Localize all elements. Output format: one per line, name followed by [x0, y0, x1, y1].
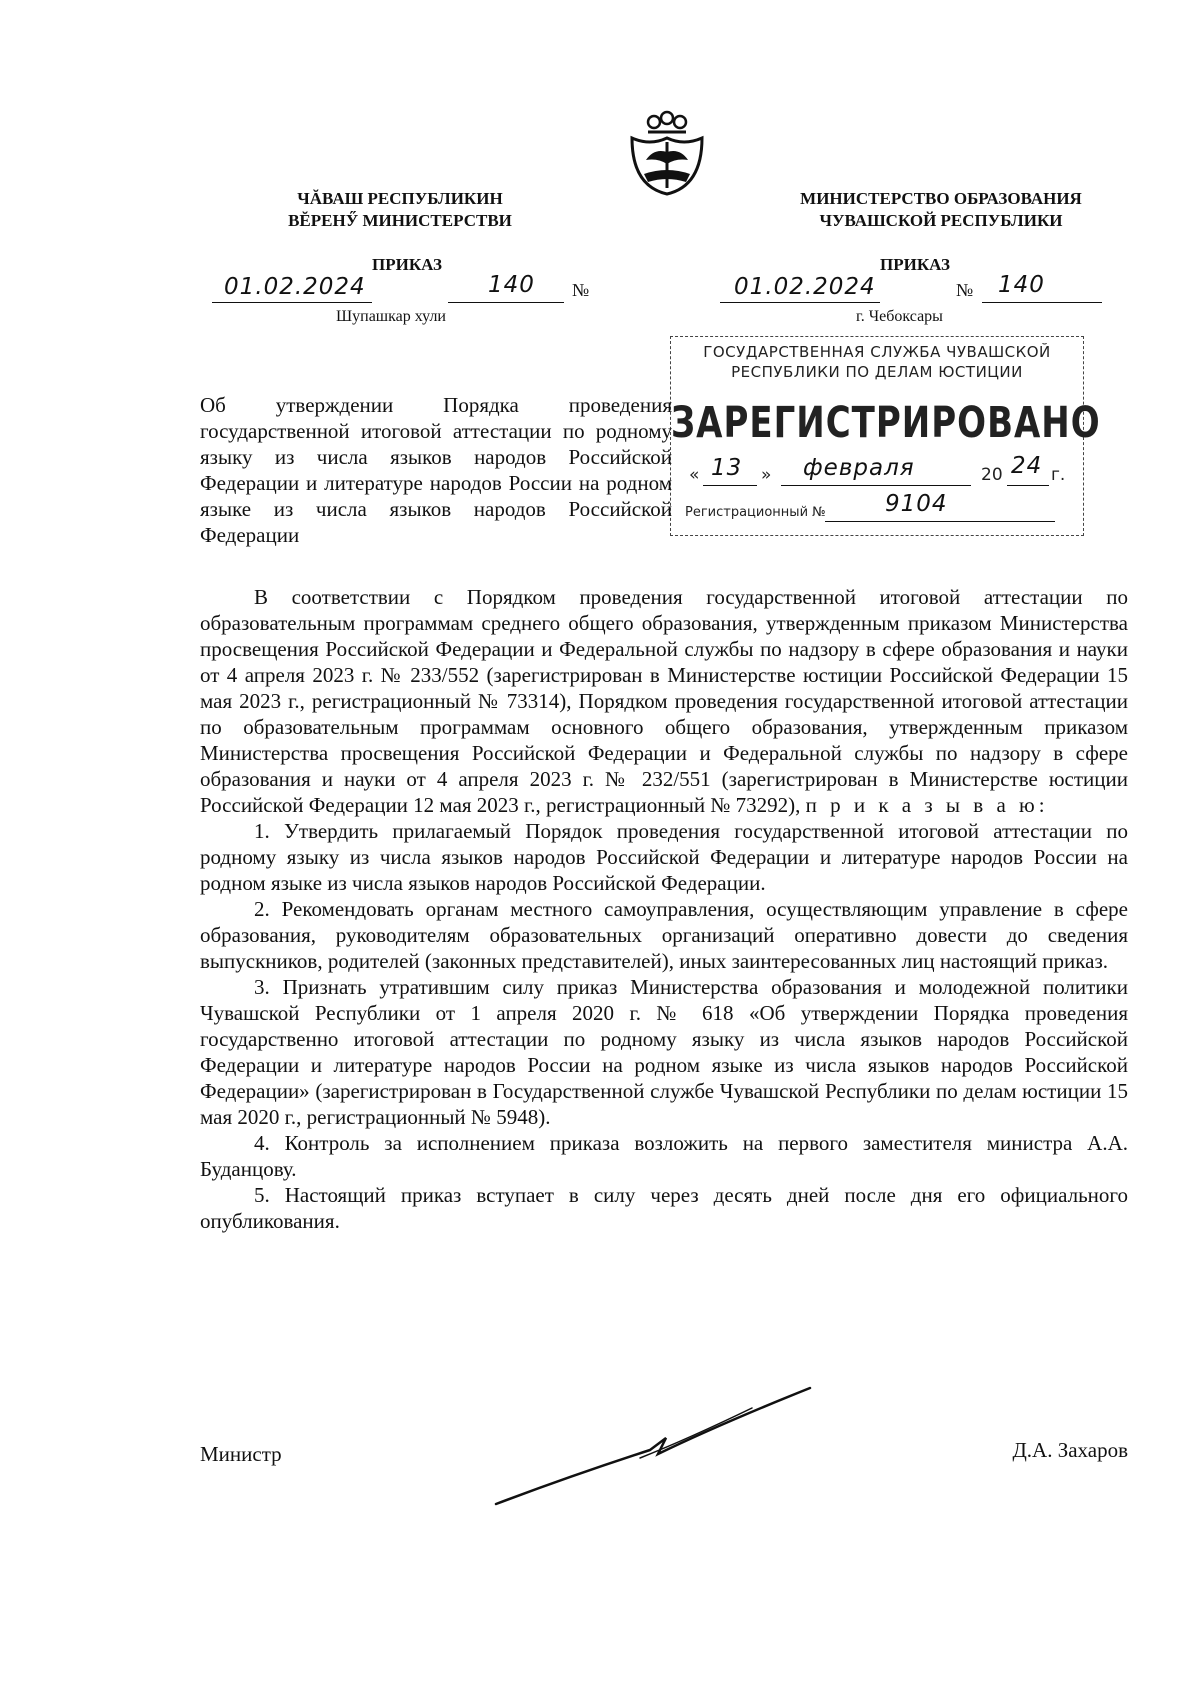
signatory-name: Д.А. Захаров — [1012, 1438, 1128, 1462]
order-item-4: 4. Контроль за исполнением приказа возложить на первого заместителя министра А.А. Буданцову. — [200, 1131, 1128, 1181]
order-date-right: 01.02.2024 — [734, 274, 876, 300]
order-date-left: 01.02.2024 — [224, 274, 366, 300]
order-number-left: 140 — [488, 272, 535, 298]
order-place-left: Шупашкар хули — [336, 308, 446, 325]
stamp-close-quote: » — [761, 465, 772, 485]
stamp-header-line1: ГОСУДАРСТВЕННАЯ СЛУЖБА ЧУВАШСКОЙ — [703, 343, 1051, 361]
preamble-text: В соответствии с Порядком проведения государственной итоговой аттестации по образовательным программам среднего общего образования, утвержденным приказом Министерства просвещения Российской Федерации и Федеральной службы по надзору в сфере образования и науки от 4 апреля 2023 г. № 233/552 (зарегистрирован в Министерстве юстиции Российской Федерации 15 мая 2023 г., регистрационный № 73314), Порядком проведения государственной итоговой аттестации по образовательным программам основного общего образования, утвержденным приказом Министерства просвещения Российской Федерации и Федеральной службы по надзору в сфере образования и науки от 4 апреля 2023 г. № 232/551 (зарегистрирован в Министерстве юстиции Российской Федерации 12 мая 2023 г., регистрационный № 73292), — [200, 585, 1128, 817]
order-item-3: 3. Признать утратившим силу приказ Министерства образования и молодежной политики Чувашской Республики от 1 апреля 2020 г. № 618 «Об утверждении Порядка проведения государственно итоговой аттестации по родному языку из числа языков народов Российской Федерации и литературе народов России на родном языке из числа языков народов Российской Федерации» (зарегистрирован в Государственной службе Чувашской Республики по делам юстиции 15 мая 2020 г., регистрационный № 5948). — [200, 975, 1128, 1129]
stamp-year-unit: г. — [1051, 465, 1066, 485]
order-title-right: ПРИКАЗ — [880, 255, 950, 274]
stamp-open-quote: « — [689, 465, 700, 485]
stamp-registration — [685, 491, 948, 520]
order-item-2: 2. Рекомендовать органам местного самоуправления, осуществляющим управление в сфере образования, руководителям образовательных организаций оперативно довести до сведения выпускников, родителей (законных представителей), иных заинтересованных лиц настоящий приказ. — [200, 897, 1128, 973]
number-sign-left: № — [572, 280, 590, 300]
order-body — [200, 584, 1128, 1234]
order-preamble — [200, 584, 1128, 818]
stamp-month: февраля — [803, 455, 915, 481]
stamp-reg-number: 9104 — [885, 491, 948, 517]
signatory-role: Министр — [200, 1442, 282, 1466]
ministry-name-russian-line1: МИНИСТЕРСТВО ОБРАЗОВАНИЯ — [800, 189, 1082, 208]
stamp-date — [689, 453, 1079, 491]
order-place-right: г. Чебоксары — [856, 308, 943, 325]
stamp-reg-label: Регистрационный № — [685, 505, 826, 520]
order-word: п р и к а з ы в а ю: — [805, 793, 1049, 817]
ministry-name-russian-line2: ЧУВАШСКОЙ РЕСПУБЛИКИ — [819, 211, 1063, 230]
ministry-name-chuvash-line1: ЧĂВАШ РЕСПУБЛИКИН — [297, 189, 503, 208]
handwritten-signature — [490, 1380, 820, 1510]
ministry-name-chuvash-line2: ВĔРЕНӲ МИНИСТЕРСТВИ — [288, 211, 512, 230]
number-sign-right: № — [956, 280, 974, 300]
ministry-name-russian — [736, 188, 1146, 232]
order-date-number-right — [720, 272, 1110, 306]
order-date-number-left — [212, 272, 602, 306]
stamp-year-suffix: 24 — [1011, 453, 1043, 479]
ministry-name-chuvash — [200, 188, 600, 232]
stamp-header — [677, 342, 1077, 382]
order-subject: Об утверждении Порядка проведения государственной итоговой аттестации по родному языку из числа языков народов Российской Федерации и литературе народов России на родном языке из числа языков народов Российской Федерации — [200, 393, 672, 547]
coat-of-arms-emblem — [624, 108, 710, 198]
stamp-day: 13 — [711, 455, 743, 481]
order-item-1: 1. Утвердить прилагаемый Порядок проведения государственной итоговой аттестации по родному языку из числа языков народов Российской Федерации и литературе народов России на родном языке из числа языков народов Российской Федерации. — [200, 819, 1128, 895]
order-number-right: 140 — [998, 272, 1045, 298]
stamp-header-line2: РЕСПУБЛИКИ ПО ДЕЛАМ ЮСТИЦИИ — [731, 363, 1023, 381]
stamp-year-prefix: 20 — [981, 465, 1003, 485]
order-title-left: ПРИКАЗ — [372, 255, 442, 274]
stamp-title: ЗАРЕГИСТРИРОВАНО — [671, 398, 1101, 448]
order-item-5: 5. Настоящий приказ вступает в силу через десять дней после дня его официального опубликования. — [200, 1183, 1128, 1233]
registration-stamp — [670, 336, 1101, 536]
